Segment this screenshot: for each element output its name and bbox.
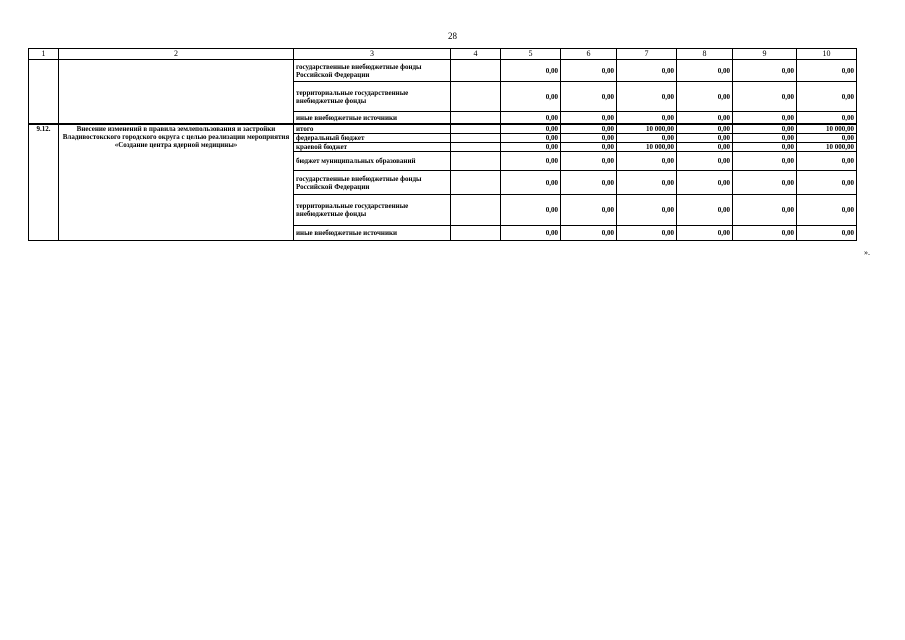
source-cell: иные внебюджетные источники	[294, 226, 451, 241]
source-cell: территориальные государственные внебюджетные фонды	[294, 195, 451, 226]
value-cell: 0,00	[797, 134, 857, 143]
value-cell	[451, 195, 501, 226]
value-cell	[451, 152, 501, 171]
value-cell	[451, 82, 501, 112]
value-cell: 0,00	[561, 171, 617, 195]
value-cell: 0,00	[501, 195, 561, 226]
value-cell: 0,00	[617, 60, 677, 82]
value-cell: 0,00	[797, 82, 857, 112]
value-cell: 0,00	[797, 60, 857, 82]
value-cell: 0,00	[617, 195, 677, 226]
value-cell: 0,00	[733, 124, 797, 134]
value-cell: 0,00	[677, 82, 733, 112]
header-cell-3: 3	[294, 49, 451, 60]
value-cell: 0,00	[733, 143, 797, 152]
empty-number-cell	[29, 60, 59, 125]
value-cell: 0,00	[677, 124, 733, 134]
value-cell: 10 000,00	[797, 143, 857, 152]
value-cell: 0,00	[733, 152, 797, 171]
value-cell: 10 000,00	[617, 124, 677, 134]
value-cell: 0,00	[561, 124, 617, 134]
value-cell: 0,00	[733, 226, 797, 241]
header-cell-10: 10	[797, 49, 857, 60]
header-cell-6: 6	[561, 49, 617, 60]
value-cell: 10 000,00	[797, 124, 857, 134]
value-cell: 0,00	[733, 82, 797, 112]
value-cell: 0,00	[617, 152, 677, 171]
value-cell: 0,00	[501, 152, 561, 171]
value-cell: 0,00	[617, 82, 677, 112]
value-cell: 0,00	[501, 60, 561, 82]
value-cell: 0,00	[677, 60, 733, 82]
value-cell: 0,00	[561, 195, 617, 226]
value-cell: 0,00	[677, 171, 733, 195]
value-cell: 0,00	[797, 226, 857, 241]
value-cell: 0,00	[677, 143, 733, 152]
value-cell: 0,00	[733, 60, 797, 82]
value-cell	[451, 226, 501, 241]
header-cell-7: 7	[617, 49, 677, 60]
value-cell: 0,00	[617, 171, 677, 195]
value-cell: 0,00	[501, 171, 561, 195]
value-cell: 0,00	[733, 134, 797, 143]
value-cell: 0,00	[733, 112, 797, 125]
value-cell: 0,00	[561, 60, 617, 82]
budget-table	[28, 48, 857, 241]
item-number: 9.12.	[29, 124, 59, 241]
value-cell: 0,00	[561, 82, 617, 112]
value-cell: 0,00	[677, 112, 733, 125]
value-cell: 0,00	[501, 124, 561, 134]
source-cell: краевой бюджет	[294, 143, 451, 152]
source-cell: территориальные государственные внебюджетные фонды	[294, 82, 451, 112]
header-cell-4: 4	[451, 49, 501, 60]
value-cell	[451, 124, 501, 134]
value-cell: 0,00	[561, 112, 617, 125]
value-cell: 0,00	[677, 152, 733, 171]
empty-name-cell	[59, 60, 294, 125]
value-cell: 0,00	[677, 226, 733, 241]
header-cell-1: 1	[29, 49, 59, 60]
value-cell: 10 000,00	[617, 143, 677, 152]
value-cell: 0,00	[797, 112, 857, 125]
value-cell: 0,00	[617, 226, 677, 241]
value-cell	[451, 143, 501, 152]
value-cell: 0,00	[501, 112, 561, 125]
value-cell	[451, 112, 501, 125]
source-cell: государственные внебюджетные фонды Российской Федерации	[294, 60, 451, 82]
value-cell: 0,00	[733, 171, 797, 195]
value-cell: 0,00	[617, 112, 677, 125]
value-cell: 0,00	[561, 134, 617, 143]
header-cell-2: 2	[59, 49, 294, 60]
value-cell: 0,00	[501, 226, 561, 241]
header-row	[29, 49, 857, 60]
value-cell: 0,00	[617, 134, 677, 143]
value-cell: 0,00	[561, 143, 617, 152]
header-cell-5: 5	[501, 49, 561, 60]
table-row	[29, 124, 857, 134]
header-cell-8: 8	[677, 49, 733, 60]
source-cell: федеральный бюджет	[294, 134, 451, 143]
value-cell: 0,00	[677, 195, 733, 226]
source-cell: государственные внебюджетные фонды Российской Федерации	[294, 171, 451, 195]
table-row	[29, 60, 857, 82]
value-cell: 0,00	[677, 134, 733, 143]
value-cell: 0,00	[561, 226, 617, 241]
page-number: 28	[448, 31, 457, 41]
value-cell	[451, 60, 501, 82]
value-cell: 0,00	[797, 171, 857, 195]
value-cell: 0,00	[501, 143, 561, 152]
source-cell: иные внебюджетные источники	[294, 112, 451, 125]
source-cell: итого	[294, 124, 451, 134]
item-name: Внесение изменений в правила землепользования и застройки Владивостокского городского округа с целью реализации мероприятия «Создание центра ядерной медицины»	[59, 124, 294, 241]
header-cell-9: 9	[733, 49, 797, 60]
value-cell: 0,00	[501, 134, 561, 143]
value-cell: 0,00	[561, 152, 617, 171]
value-cell: 0,00	[733, 195, 797, 226]
source-cell: бюджет муниципальных образований	[294, 152, 451, 171]
value-cell: 0,00	[501, 82, 561, 112]
value-cell	[451, 134, 501, 143]
value-cell: 0,00	[797, 152, 857, 171]
closing-quote-mark: ».	[864, 248, 870, 257]
value-cell	[451, 171, 501, 195]
value-cell: 0,00	[797, 195, 857, 226]
